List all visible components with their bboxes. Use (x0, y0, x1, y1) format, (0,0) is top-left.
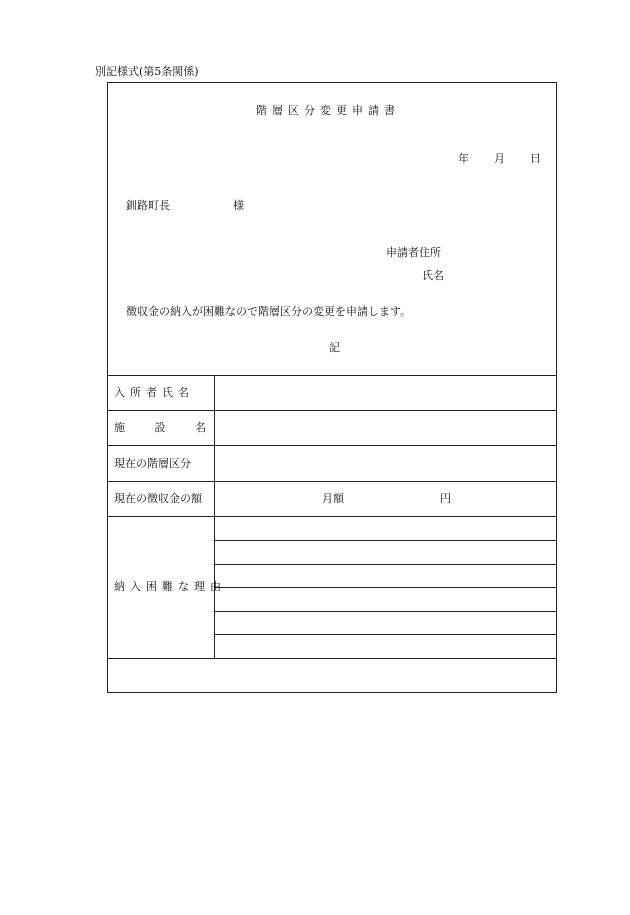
monthly-label: 月額 (322, 492, 344, 505)
facility-name-field[interactable] (215, 411, 556, 445)
current-fee-label: 現在の徴収金の額 (114, 492, 202, 505)
yen-label: 円 (440, 492, 451, 505)
addressee-honorific: 様 (233, 199, 244, 212)
remarks-field[interactable] (108, 659, 556, 692)
request-statement: 徴収金の納入が困難なので階層区分の変更を申請します。 (126, 305, 412, 318)
facility-name-label: 施設名 (114, 421, 206, 434)
resident-name-label: 入所者氏名 (114, 386, 194, 399)
application-form (107, 82, 557, 693)
date-month-label: 月 (494, 152, 505, 165)
monthly-fee-field[interactable] (348, 482, 436, 516)
reason-label: 納入困難な理由 (114, 580, 226, 593)
resident-name-field[interactable] (215, 376, 556, 410)
date-year-label: 年 (458, 152, 469, 165)
note-heading: 記 (329, 341, 340, 354)
row-divider (108, 481, 556, 482)
addressee-name: 釧路町長 (126, 199, 170, 212)
applicant-name-label: 氏名 (422, 269, 444, 282)
date-day-label: 日 (530, 152, 541, 165)
form-label: 別記様式(第5条関係) (95, 65, 199, 78)
reason-field[interactable] (215, 517, 556, 658)
applicant-address-label: 申請者住所 (386, 246, 441, 259)
current-tier-label: 現在の階層区分 (114, 457, 191, 470)
current-tier-field[interactable] (215, 446, 556, 481)
form-title: 階層区分変更申請書 (256, 104, 400, 117)
